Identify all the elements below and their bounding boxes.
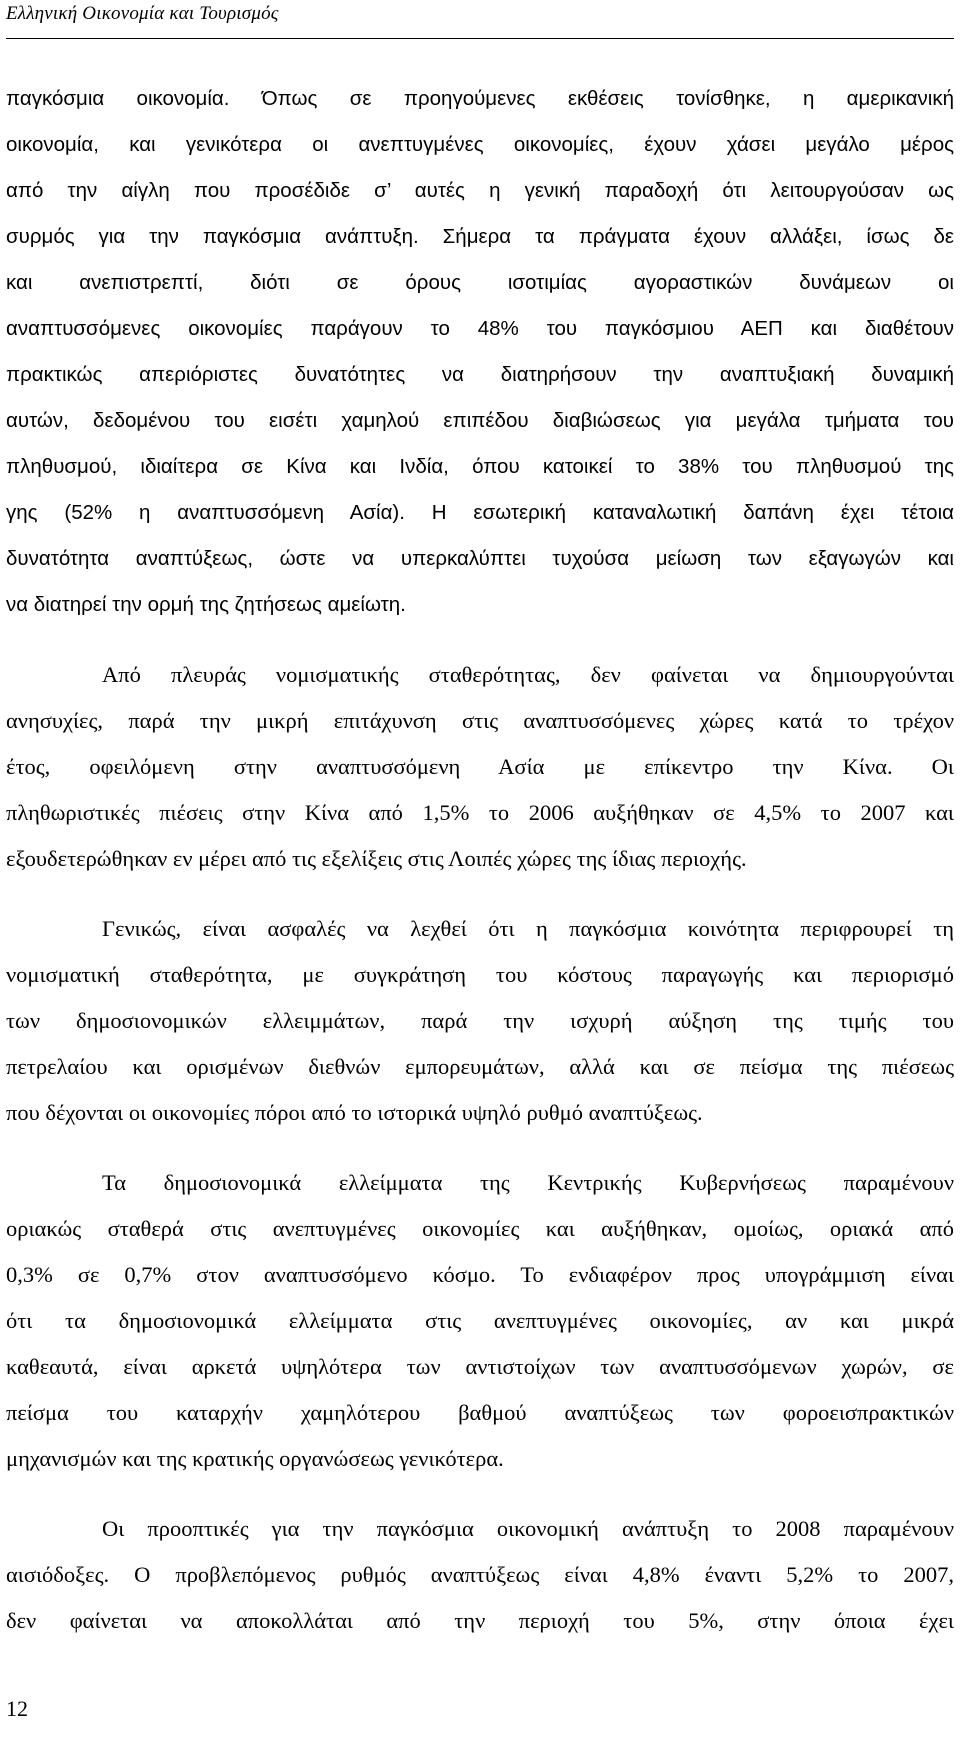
text-line: Τα δημοσιονομικά ελλείμματα της Κεντρικής Κυβερνήσεως παραμένουν: [102, 1170, 954, 1195]
text-line: έτος, οφειλόμενη στην αναπτυσσόμενη Ασία με επίκεντρο την Κίνα. Οι: [6, 754, 954, 779]
text-line: αισιόδοξες. Ο προβλεπόμενος ρυθμός αναπτύξεως είναι 4,8% έναντι 5,2% το 2007,: [6, 1562, 954, 1587]
text-line: οριακώς σταθερά στις ανεπτυγμένες οικονομίες και αυξήθηκαν, ομοίως, οριακά από: [6, 1216, 954, 1241]
text-line: μηχανισμών και της κρατικής οργανώσεως γενικότερα.: [6, 1446, 504, 1471]
text-line: δεν φαίνεται να αποκολλάται από την περιοχή του 5%, στην όποια έχει: [6, 1608, 954, 1633]
paragraph-2: [6, 652, 954, 882]
text-line: Γενικώς, είναι ασφαλές να λεχθεί ότι η παγκόσμια κοινότητα περιφρουρεί τη: [102, 916, 954, 941]
text-line: συρμός για την παγκόσμια ανάπτυξη. Σήμερα τα πράγματα έχουν αλλάξει, ίσως δε: [6, 225, 954, 248]
document-body: [6, 76, 954, 1644]
text-line: νομισματική σταθερότητα, με συγκράτηση του κόστους παραγωγής και περιορισμό: [6, 962, 954, 987]
text-line: των δημοσιονομικών ελλειμμάτων, παρά την ισχυρή αύξηση της τιμής του: [6, 1008, 954, 1033]
text-line: που δέχονται οι οικονομίες πόροι από το ιστορικά υψηλό ρυθμό αναπτύξεως.: [6, 1100, 703, 1125]
text-line: αναπτυσσόμενες οικονομίες παράγουν το 48% του παγκόσμιου ΑΕΠ και διαθέτουν: [6, 317, 954, 340]
running-header: [6, 2, 954, 39]
paragraph-1: [6, 76, 954, 628]
text-line: εξουδετερώθηκαν εν μέρει από τις εξελίξεις στις Λοιπές χώρες της ίδιας περιοχής.: [6, 846, 747, 871]
paragraph-3: [6, 906, 954, 1136]
text-line: πληθωριστικές πιέσεις στην Κίνα από 1,5% το 2006 αυξήθηκαν σε 4,5% το 2007 και: [6, 800, 954, 825]
text-line: 0,3% σε 0,7% στον αναπτυσσόμενο κόσμο. Το ενδιαφέρον προς υπογράμμιση είναι: [6, 1262, 954, 1287]
text-line: πληθυσμού, ιδιαίτερα σε Κίνα και Ινδία, όπου κατοικεί το 38% του πληθυσμού της: [6, 455, 954, 478]
page-number: 12: [6, 1696, 28, 1721]
text-line: ότι τα δημοσιονομικά ελλείμματα στις ανεπτυγμένες οικονομίες, αν και μικρά: [6, 1308, 954, 1333]
text-line: πετρελαίου και ορισμένων διεθνών εμπορευμάτων, αλλά και σε πείσμα της πιέσεως: [6, 1054, 954, 1079]
text-line: Οι προοπτικές για την παγκόσμια οικονομική ανάπτυξη το 2008 παραμένουν: [102, 1516, 954, 1541]
text-line: αυτών, δεδομένου του εισέτι χαμηλού επιπέδου διαβιώσεως για μεγάλα τμήματα του: [6, 409, 954, 432]
text-line: οικονομία, και γενικότερα οι ανεπτυγμένες οικονομίες, έχουν χάσει μεγάλο μέρος: [6, 133, 954, 156]
text-line: πείσμα του καταρχήν χαμηλότερου βαθμού αναπτύξεως των φοροεισπρακτικών: [6, 1400, 954, 1425]
text-line: να διατηρεί την ορμή της ζητήσεως αμείωτη.: [6, 593, 406, 616]
text-line: δυνατότητα αναπτύξεως, ώστε να υπερκαλύπτει τυχούσα μείωση των εξαγωγών και: [6, 547, 954, 570]
paragraph-4: [6, 1160, 954, 1482]
text-line: καθεαυτά, είναι αρκετά υψηλότερα των αντιστοίχων των αναπτυσσόμενων χωρών, σε: [6, 1354, 954, 1379]
text-line: Από πλευράς νομισματικής σταθερότητας, δεν φαίνεται να δημιουργούνται: [102, 662, 954, 687]
text-line: και ανεπιστρεπτί, διότι σε όρους ισοτιμίας αγοραστικών δυνάμεων οι: [6, 271, 954, 294]
text-line: παγκόσμια οικονομία. Όπως σε προηγούμενες εκθέσεις τονίσθηκε, η αμερικανική: [6, 87, 954, 110]
text-line: γης (52% η αναπτυσσόμενη Ασία). Η εσωτερική καταναλωτική δαπάνη έχει τέτοια: [6, 501, 954, 524]
paragraph-5: [6, 1506, 954, 1644]
text-line: πρακτικώς απεριόριστες δυνατότητες να διατηρήσουν την αναπτυξιακή δυναμική: [6, 363, 954, 386]
header-title: Ελληνική Οικονομία και Τουρισμός: [6, 3, 279, 24]
text-line: από την αίγλη που προσέδιδε σ’ αυτές η γενική παραδοχή ότι λειτουργούσαν ως: [6, 179, 954, 202]
text-line: ανησυχίες, παρά την μικρή επιτάχυνση στις αναπτυσσόμενες χώρες κατά το τρέχον: [6, 708, 954, 733]
